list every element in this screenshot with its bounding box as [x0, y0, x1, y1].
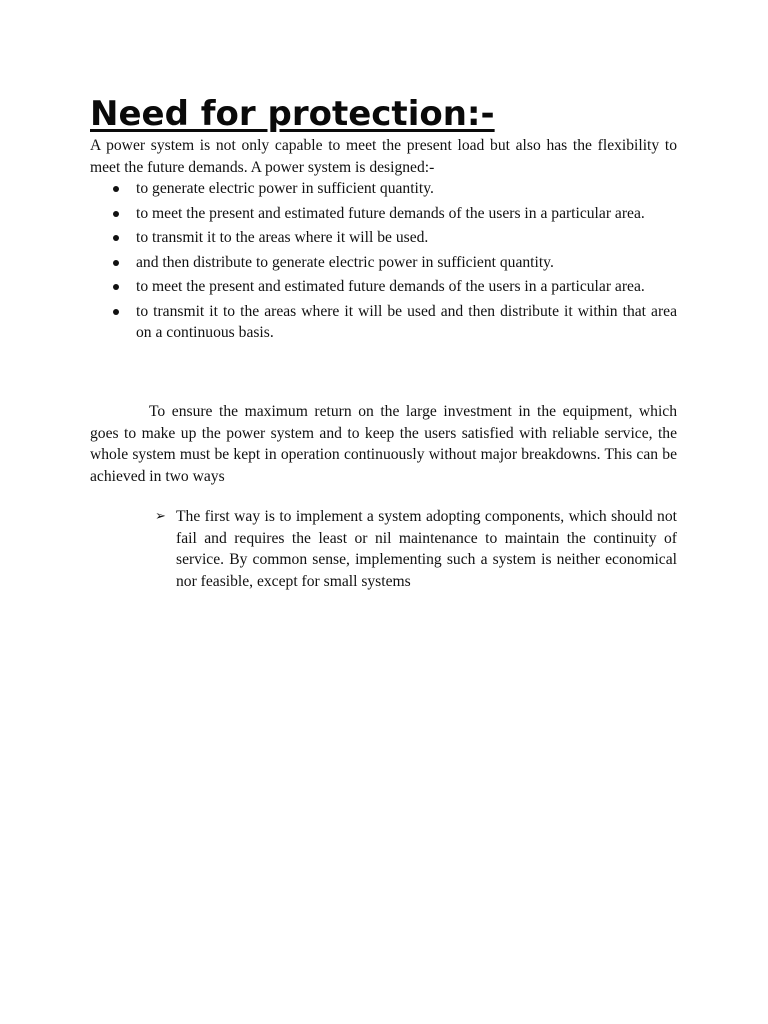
bullet-dot-icon: [113, 235, 119, 241]
list-item-text: to meet the present and estimated future demands of the users in a particular area.: [136, 204, 645, 222]
investment-paragraph: To ensure the maximum return on the large investment in the equipment, which goes to make up the power system and to keep the users satisfied with reliable service, the whole system must be kept in operation continuously without major breakdowns. This can be achieved in two ways: [90, 403, 677, 485]
ways-list: [155, 506, 677, 592]
list-item: [90, 227, 677, 249]
list-item-text: and then distribute to generate electric power in sufficient quantity.: [136, 253, 554, 271]
bullet-dot-icon: [113, 211, 119, 217]
bullet-dot-icon: [113, 284, 119, 290]
list-item-text: to generate electric power in sufficient quantity.: [136, 180, 434, 197]
requirements-list: [90, 178, 677, 347]
list-item-text: to transmit it to the areas where it will be used and then distribute it within that area on a continuous basis.: [136, 302, 677, 341]
list-item-text: to transmit it to the areas where it will be used.: [136, 229, 429, 246]
list-item: [90, 203, 677, 225]
list-item-text: The first way is to implement a system adopting components, which should not fail and requires the least or nil maintenance to maintain the continuity of service. By common sense, implementing such a system is neither economical nor feasible, except for small systems: [176, 508, 677, 590]
bullet-dot-icon: [113, 186, 119, 192]
arrow-right-icon: ➢: [155, 509, 166, 524]
list-item-text: to meet the present and estimated future demands of the users in a particular area.: [136, 278, 645, 295]
list-item: [90, 301, 677, 344]
bullet-dot-icon: [113, 260, 119, 266]
intro-paragraph: A power system is not only capable to meet the present load but also has the flexibility to meet the future demands. A power system is designed:-: [90, 137, 677, 176]
list-item: [155, 506, 677, 592]
list-item: [90, 252, 677, 274]
list-item: [90, 178, 677, 200]
page-title: Need for protection:-: [90, 94, 495, 134]
list-item: [90, 276, 677, 298]
bullet-dot-icon: [113, 309, 119, 315]
